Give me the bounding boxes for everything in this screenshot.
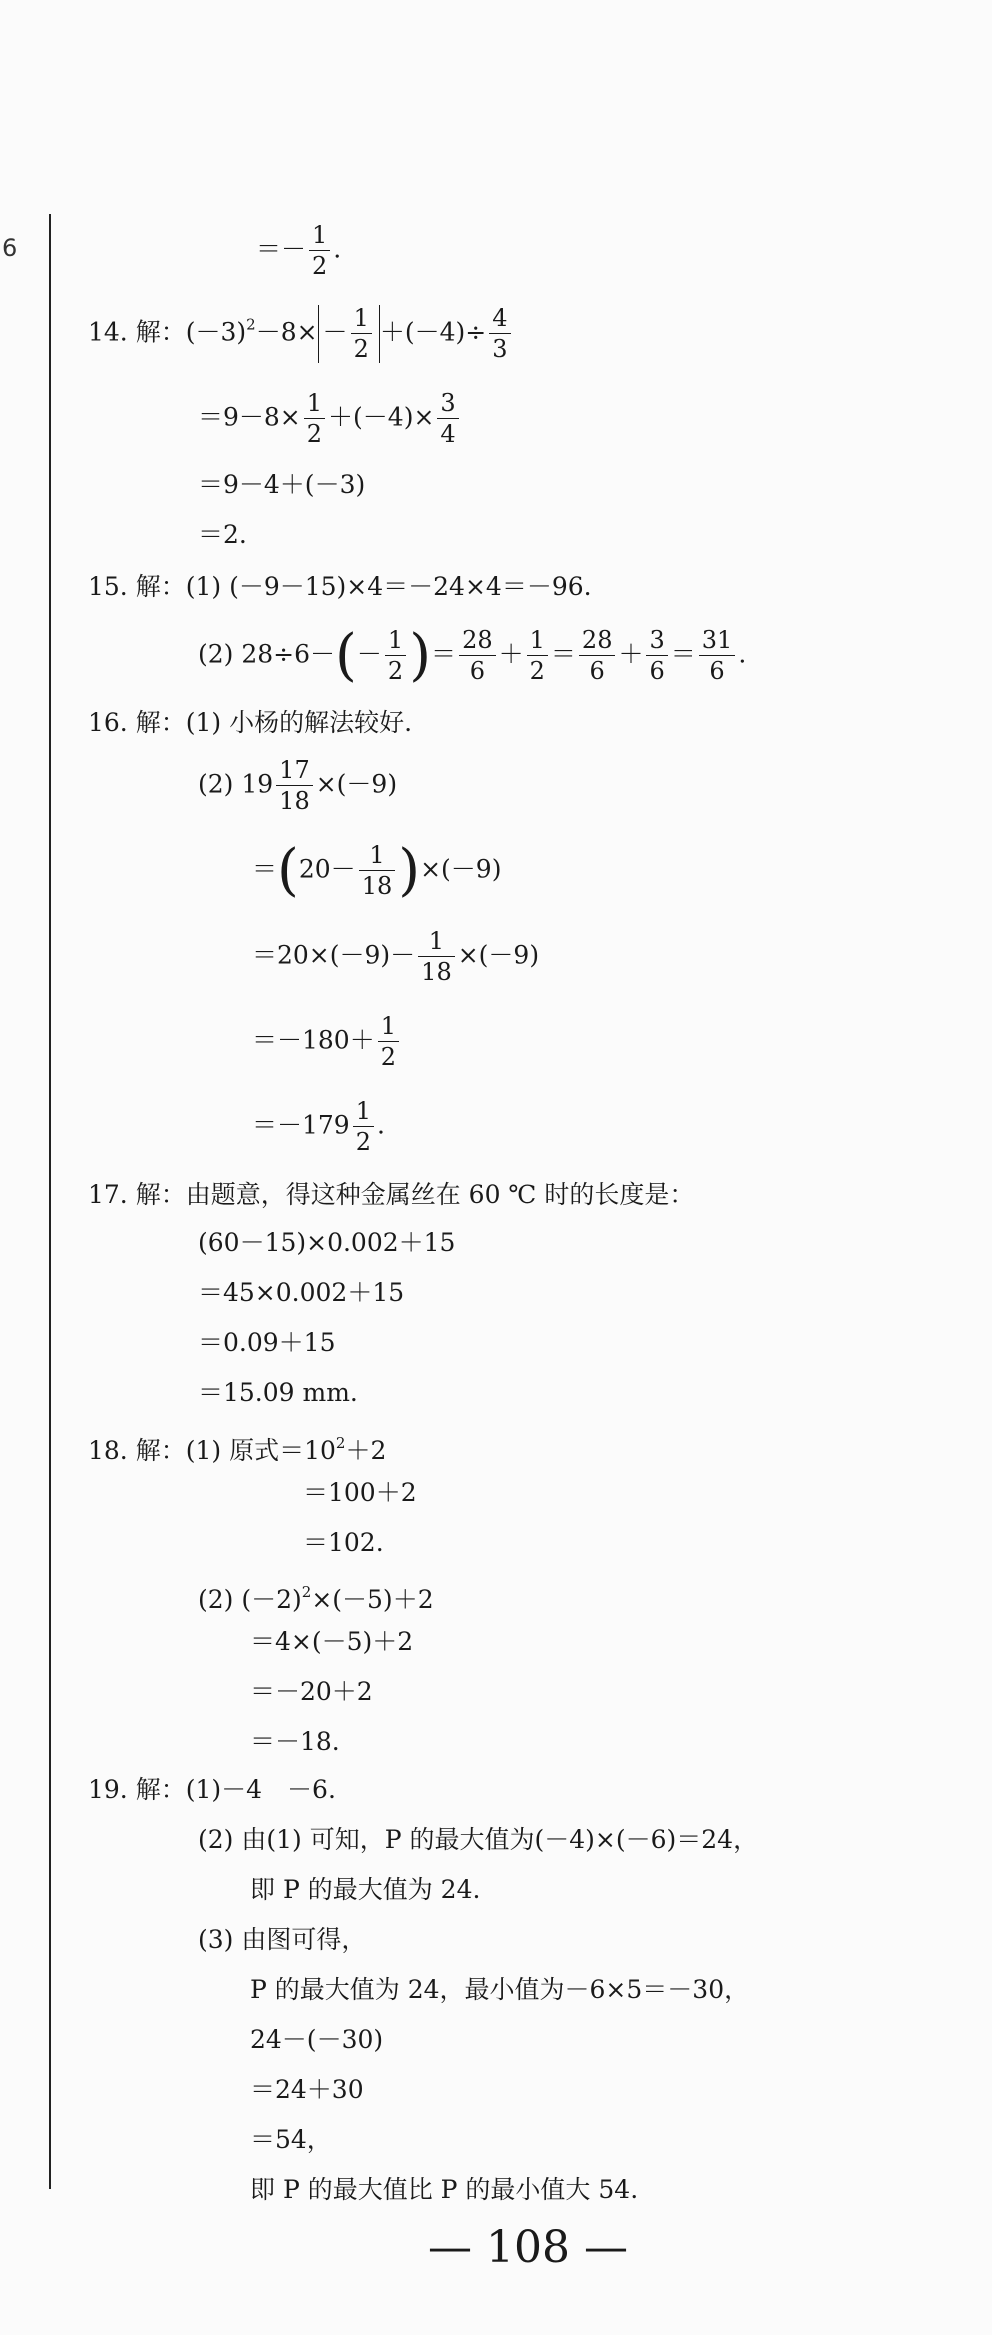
- p18-line-2: ＝100＋2: [303, 1478, 417, 1507]
- p18-line-3: ＝102.: [303, 1528, 384, 1557]
- p19-line-1: 19. 解：(1)－4 －6.: [88, 1775, 336, 1804]
- side-mark: 6: [2, 234, 18, 262]
- p17-line-1: 17. 解：由题意，得这种金属丝在 60 ℃ 时的长度是：: [88, 1180, 695, 1209]
- p16-label: 16. 解：: [88, 708, 186, 737]
- p16-line-3: ＝(20－ $\frac{1}{18}$ )×(－9): [252, 837, 502, 903]
- p17-line-4: ＝0.09＋15: [198, 1328, 336, 1357]
- p19-line-6: 24－(－30): [250, 2025, 384, 2054]
- p19-line-5: P 的最大值为 24，最小值为－6×5＝－30，: [250, 1975, 750, 2004]
- p15-line-2: (2) 28÷6－(－ $\frac{1}{2}$ )＝ $\frac{28}{6}$ ＋ $\frac{1}{2}$ ＝ $\frac{28}{6}$ ＋ $\frac{3}{6}$ ＝ $\frac{31}{6}$ .: [198, 622, 747, 688]
- margin-rule: [49, 214, 51, 2189]
- p16-line-2: (2) 19 $\frac{17}{18}$ ×(－9): [198, 756, 398, 816]
- p18-line-1: 18. 解：(1) 原式$=10^2+2$: [88, 1434, 387, 1465]
- p18-line-6: ＝－20＋2: [250, 1677, 373, 1706]
- p17-label: 17. 解：: [88, 1180, 186, 1209]
- p18-line-5: ＝4×(－5)＋2: [250, 1627, 414, 1656]
- p19-line-4: (3) 由图可得，: [198, 1925, 367, 1954]
- p19-line-2: (2) 由(1) 可知，P 的最大值为(－4)×(－6)＝24，: [198, 1825, 759, 1854]
- p18-line-4: (2) $(-2)^2\times(-5)+2$: [198, 1583, 434, 1614]
- p19-line-9: 即 P 的最大值比 P 的最小值大 54.: [250, 2175, 639, 2204]
- page-number: — 108 —: [428, 2222, 628, 2273]
- p18-label: 18. 解：: [88, 1436, 186, 1465]
- p17-line-5: ＝15.09 mm.: [198, 1378, 358, 1407]
- p13-fraction: $\frac{1}{2}$: [309, 222, 330, 280]
- p14-line-1: 14. 解：$(-3)^2-8\times$ － $\frac{1}{2}$ ＋(－4)÷ $\frac{4}{3}$: [88, 305, 514, 363]
- p14-line-3: ＝9－4＋(－3): [198, 470, 366, 499]
- p15-label: 15. 解：: [88, 572, 186, 601]
- p13-final-line: ＝－ $\frac{1}{2}$ .: [256, 221, 342, 281]
- p17-line-3: ＝45×0.002＋15: [198, 1278, 405, 1307]
- p14-line-4: ＝2.: [198, 520, 247, 549]
- p13-sign: ＝－: [256, 234, 307, 264]
- p19-line-7: ＝24＋30: [250, 2075, 364, 2104]
- p16-line-1: 16. 解：(1) 小杨的解法较好.: [88, 708, 413, 737]
- p16-line-6: ＝－179 $\frac{1}{2}$ .: [252, 1097, 385, 1157]
- p14-abs-value: － $\frac{1}{2}$: [318, 305, 380, 363]
- p18-line-7: ＝－18.: [250, 1727, 340, 1756]
- p17-line-2: (60－15)×0.002＋15: [198, 1228, 456, 1257]
- p16-line-5: ＝－180＋ $\frac{1}{2}$: [252, 1013, 402, 1071]
- p15-line-1: 15. 解：(1) (－9－15)×4＝－24×4＝－96.: [88, 572, 592, 601]
- p16-line-4: ＝20×(－9)－ $\frac{1}{18}$ ×(－9): [252, 927, 540, 987]
- p19-label: 19. 解：: [88, 1775, 186, 1804]
- p19-line-8: ＝54，: [250, 2125, 332, 2154]
- p14-line-2: ＝9－8× $\frac{1}{2}$ ＋(－4)× $\frac{3}{4}$: [198, 390, 462, 448]
- p14-label: 14. 解：: [88, 317, 186, 347]
- p19-line-3: 即 P 的最大值为 24.: [250, 1875, 481, 1904]
